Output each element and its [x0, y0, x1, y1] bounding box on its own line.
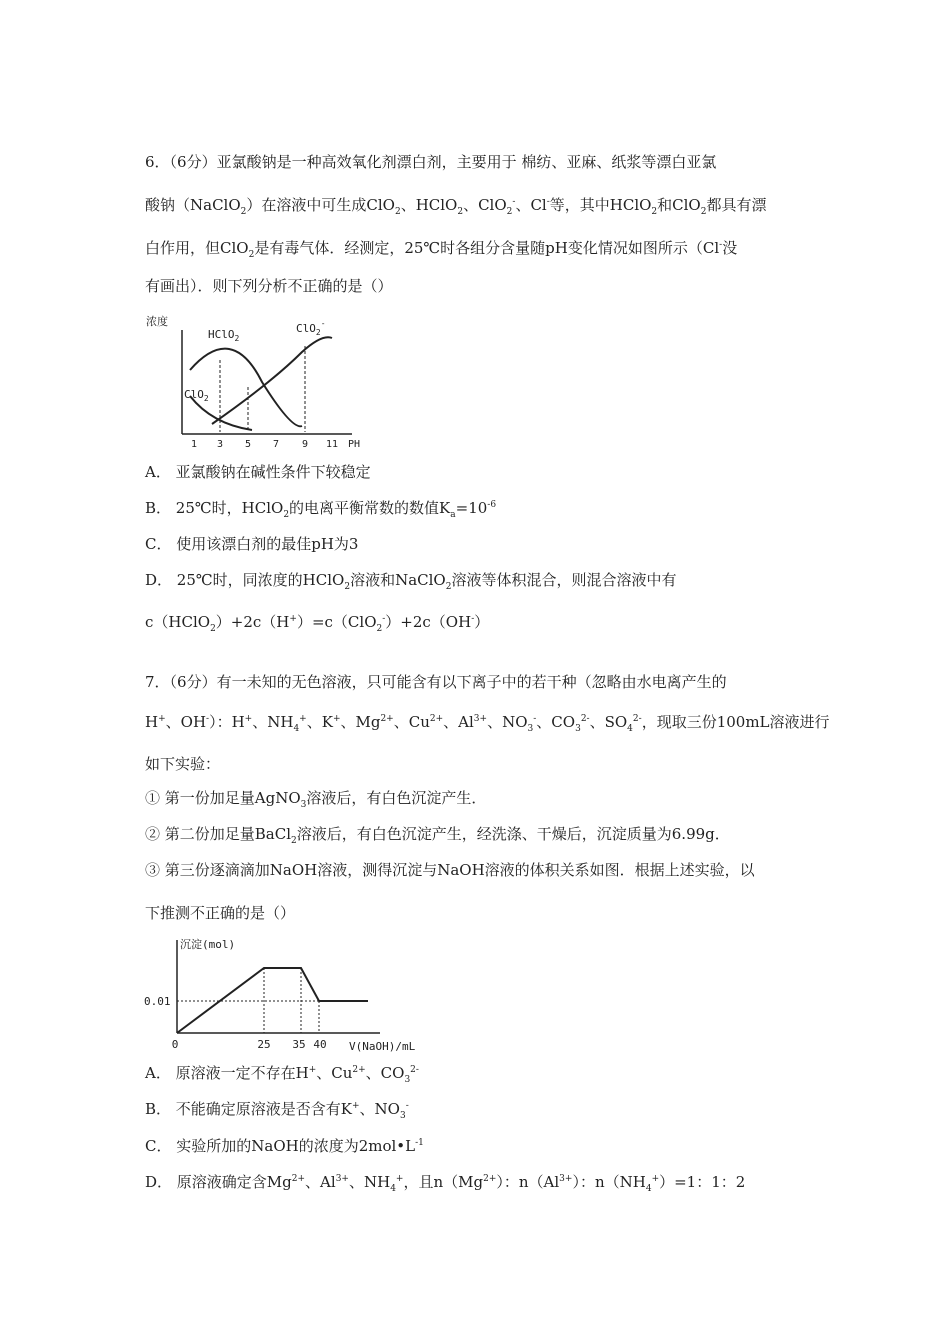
q7-ylabel: 沉淀(mol) [180, 938, 236, 951]
hclo2-label: HClO$_2$ [208, 328, 240, 343]
q6-xtick-11: 11 [325, 439, 339, 450]
q7-figure [142, 932, 442, 1057]
q6-line1: 6．（6分）亚氯酸钠是一种高效氧化剂漂白剂，主要用于 棉纺、亚麻、纸浆等漂白亚氯 [145, 153, 717, 171]
q6-xlabel: PH [348, 439, 361, 450]
q7-xlabel: V(NaOH)/mL [349, 1040, 416, 1053]
q6-xtick-7: 7 [272, 439, 280, 450]
q7-xtick-35: 35 [292, 1038, 306, 1051]
q6-line4: 有画出）．则下列分析不正确的是（） [145, 277, 393, 295]
q7-question: 下推测不正确的是（） [145, 904, 296, 922]
q6-xtick-9: 9 [301, 439, 309, 450]
q7-xtick-0: 0 [171, 1038, 179, 1051]
q7-option-b: B． 不能确定原溶液是否含有K+、$NO_3^-$ [145, 1100, 409, 1121]
q7-xtick-25: 25 [257, 1038, 271, 1051]
clo2minus-label: ClO$_2$- [296, 319, 326, 337]
q7-line2: H+、OH-）：H+、$NH_4^+$、K+、$Mg^{2+}$、$Cu^{2+}$、$Al^{3+}$、$NO_3^-$、$CO_3^{2-}$、$SO_4^{2-}$，现取三份100mL溶液进行 [145, 713, 830, 734]
q6-option-a: A． 亚氯酸钠在碱性条件下较稳定 [145, 463, 371, 481]
q6-xtick-3: 3 [216, 439, 224, 450]
q6-option-c: C． 使用该漂白剂的最佳pH为3 [145, 535, 359, 553]
q7-experiment-1: ① 第一份加足量AgNO$_3$溶液后，有白色沉淀产生． [145, 789, 487, 810]
q7-experiment-2: ② 第二份加足量BaCl$_2$溶液后，有白色沉淀产生，经洗涤、干燥后，沉淀质量为6.99g． [145, 825, 730, 846]
q6-xtick-1: 1 [190, 439, 198, 450]
q7-xtick-40: 40 [313, 1038, 327, 1051]
q7-option-c: C． 实验所加的NaOH的浓度为$2mol•L^{-1}$ [145, 1137, 424, 1155]
q6-xtick-5: 5 [244, 439, 252, 450]
clo2-label: ClO$_2$ [184, 388, 209, 403]
q6-line3: 白作用，但ClO$_2$是有毒气体．经测定，25℃时各组分含量随pH变化情况如图所示（Cl-没 [145, 239, 738, 260]
q6-line2: 酸钠（NaClO$_2$）在溶液中可生成ClO$_2$、HClO$_2$、ClO$_2$-、Cl-等，其中HClO$_2$和ClO$_2$都具有漂 [145, 196, 767, 217]
q6-ylabel: 浓度 [146, 315, 168, 328]
q7-option-a: A． 原溶液一定不存在H+、$Cu^{2+}$、$CO_3^{2-}$ [145, 1064, 419, 1085]
q7-y-value: 0.01 [144, 995, 171, 1008]
q7-line3: 如下实验： [145, 755, 221, 773]
q7-experiment-3: ③ 第三份逐滴滴加NaOH溶液，测得沉淀与NaOH溶液的体积关系如图．根据上述实验，以 [145, 861, 755, 879]
q7-option-d: D． 原溶液确定含$Mg^{2+}$、$Al^{3+}$、$NH_4^+$，且$n(Mg^{2+})$：$n(Al^{3+})$：$n(NH_4^+)=1$：1：2 [145, 1173, 746, 1194]
q6-figure [142, 312, 382, 454]
q6-option-d: D． 25℃时，同浓度的HClO$_2$溶液和NaClO$_2$溶液等体积混合，则混合溶液中有 [145, 571, 677, 592]
q7-line1: 7．（6分）有一未知的无色溶液，只可能含有以下离子中的若干种（忽略由水电离产生的 [145, 673, 727, 691]
q6-option-d-equation: c（HClO$_2$）+2c（H+）=c（ClO$_2$-）+2c（OH-） [145, 613, 490, 634]
q6-option-b: B． 25℃时，HClO$_2$的电离平衡常数的数值$K_a=10^{-6}$ [145, 499, 497, 520]
